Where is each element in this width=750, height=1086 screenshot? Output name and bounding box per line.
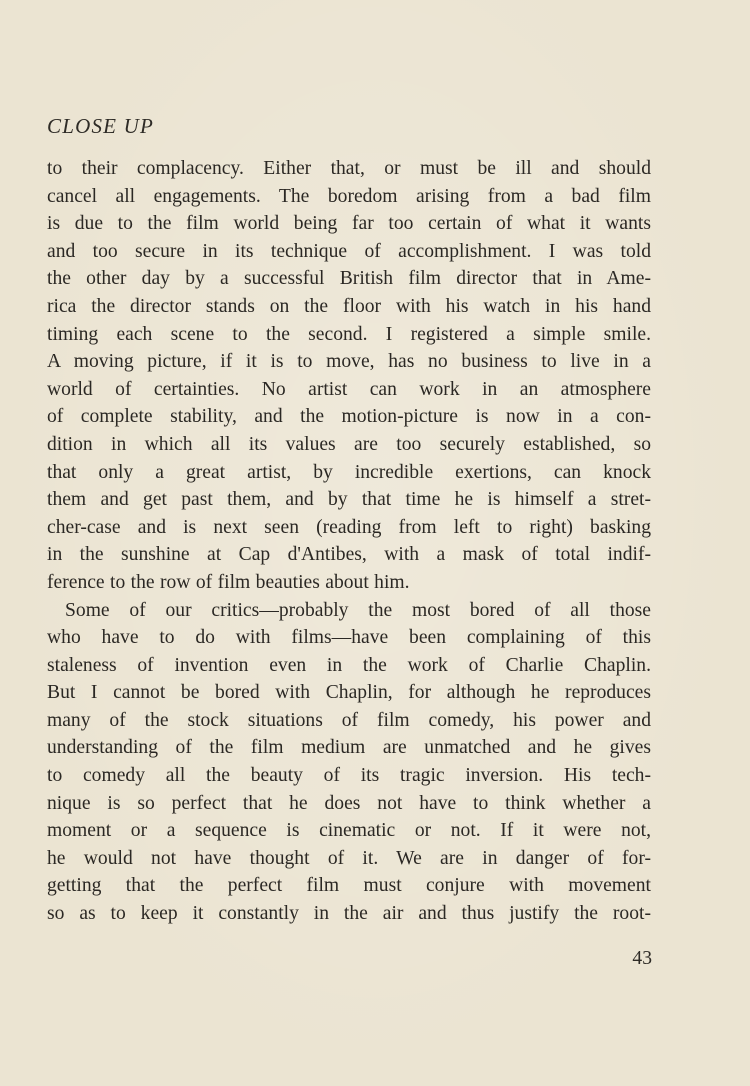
text-line: to comedy all the beauty of its tragic inversion. His tech- [47, 765, 651, 787]
text-line: staleness of invention even in the work of Charlie Chaplin. [47, 654, 651, 676]
text-line: is due to the film world being far too certain of what it wants [47, 213, 651, 235]
text-line: and too secure in its technique of accomplishment. I was told [47, 240, 651, 262]
text-line: timing each scene to the second. I registered a simple smile. [47, 323, 651, 345]
text-line: dition in which all its values are too securely established, so [47, 433, 651, 455]
text-line: that only a great artist, by incredible exertions, can knock [47, 461, 651, 483]
text-line: he would not have thought of it. We are in danger of for- [47, 847, 651, 869]
running-head: CLOSE UP [47, 114, 155, 138]
text-line: getting that the perfect film must conjure with movement [47, 875, 651, 897]
text-line: many of the stock situations of film comedy, his power and [47, 709, 651, 731]
text-line: A moving picture, if it is to move, has no business to live in a [47, 351, 651, 373]
body-text [47, 155, 651, 928]
text-line: cher-case and is next seen (reading from left to right) basking [47, 516, 651, 538]
page-number: 43 [632, 948, 652, 969]
text-line: world of certainties. No artist can work in an atmosphere [47, 378, 651, 400]
text-line: them and get past them, and by that time he is himself a stret- [47, 489, 651, 511]
paragraph-last-line: ference to the row of film beauties about him. [47, 571, 410, 593]
text-line: to their complacency. Either that, or must be ill and should [47, 158, 651, 179]
text-line: the other day by a successful British film director that in Ame- [47, 268, 651, 290]
text-line: cancel all engagements. The boredom arising from a bad film [47, 185, 651, 207]
text-line: rica the director stands on the floor with his watch in his hand [47, 295, 651, 317]
text-line: who have to do with films—have been complaining of this [47, 627, 651, 649]
text-line: understanding of the film medium are unmatched and he gives [47, 737, 651, 759]
paragraph-first-line: Some of our critics—probably the most bored of all those [65, 599, 651, 621]
text-line: of complete stability, and the motion-picture is now in a con- [47, 406, 651, 428]
text-line: But I cannot be bored with Chaplin, for although he reproduces [47, 682, 651, 704]
text-line: in the sunshine at Cap d'Antibes, with a mask of total indif- [47, 544, 651, 566]
text-line: so as to keep it constantly in the air and thus justify the root- [47, 903, 651, 925]
text-line: nique is so perfect that he does not have to think whether a [47, 792, 651, 814]
text-line: moment or a sequence is cinematic or not. If it were not, [47, 820, 651, 842]
